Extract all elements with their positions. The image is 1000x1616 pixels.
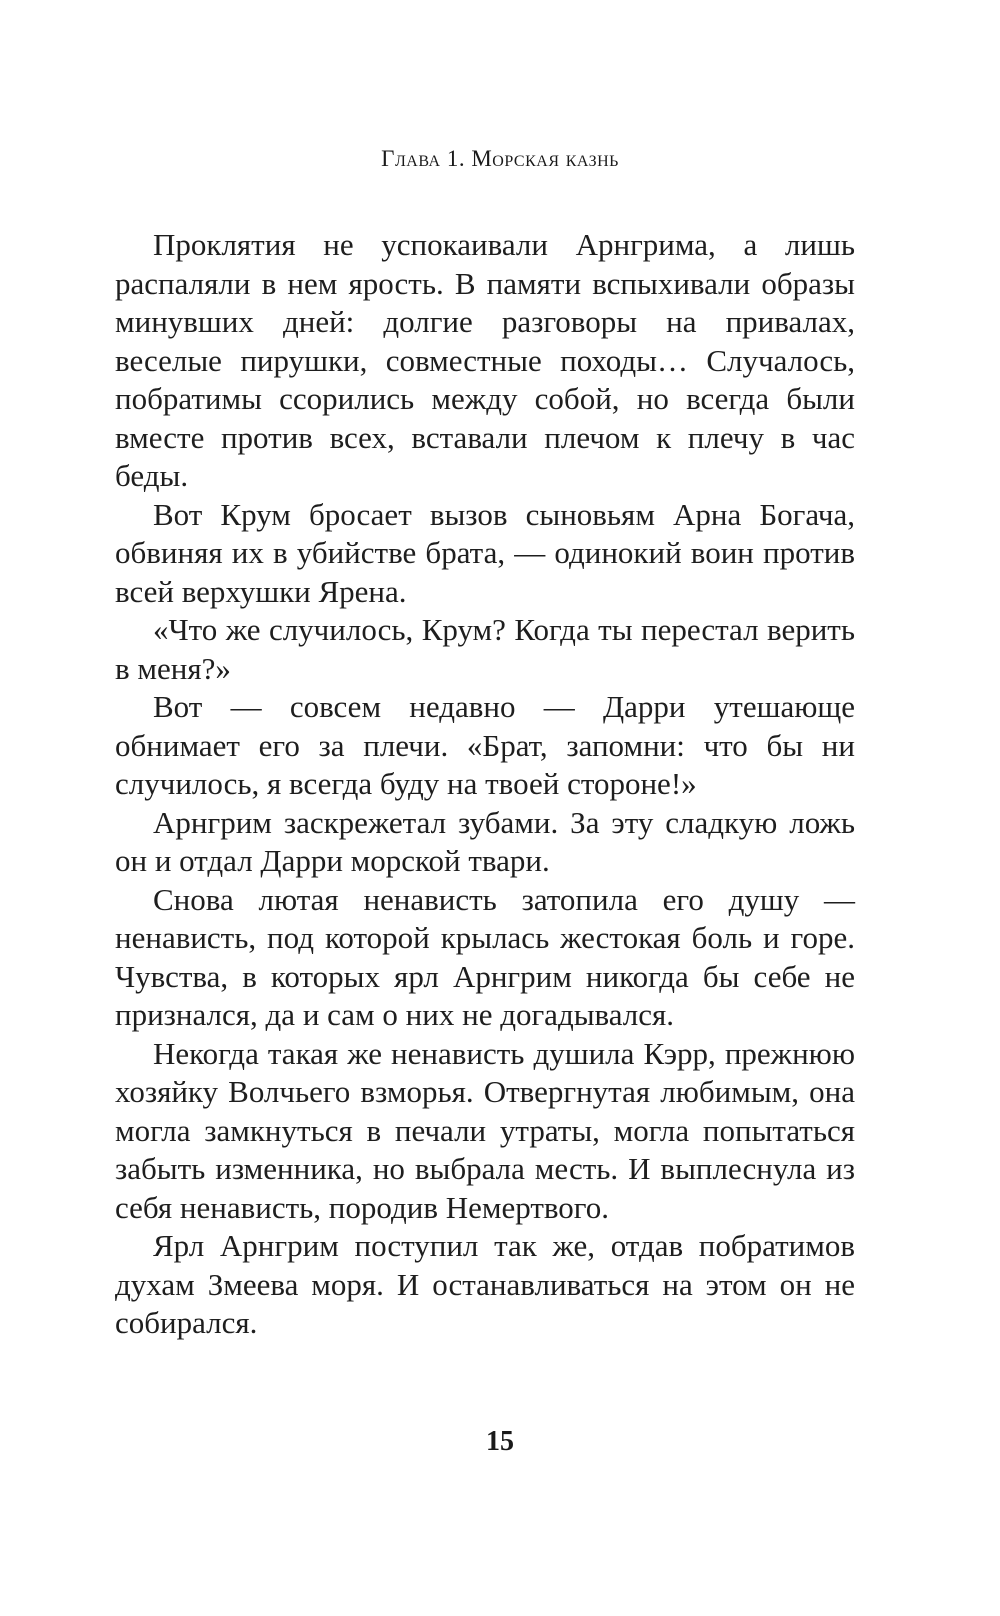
page-number: 15: [486, 1426, 514, 1457]
paragraph: Снова лютая ненависть затопила его душу — ненависть, под которой крылась жестокая боль и горе. Чувства, в которых ярл Арнгрим никогда бы себе не признался, да и сам о них не догадывался.: [115, 881, 855, 1032]
chapter-title: Глава 1. Морская казнь: [381, 146, 619, 171]
paragraph: Арнгрим заскрежетал зубами. За эту сладкую ложь он и отдал Дарри морской твари.: [115, 804, 855, 878]
paragraph: «Что же случилось, Крум? Когда ты перестал верить в меня?»: [115, 612, 855, 686]
chapter-header: [0, 146, 1000, 172]
chapter-body: [115, 226, 855, 1343]
paragraph: Некогда такая же ненависть душила Кэрр, прежнюю хозяйку Волчьего взморья. Отвергнутая любимым, она могла замкнуться в печали утраты, могла попытаться забыть изменника, но выбрала месть. И выплеснула из себя ненависть, породив Немертвого.: [115, 1035, 855, 1225]
paragraph: Ярл Арнгрим поступил так же, отдав побратимов духам Змеева моря. И останавливаться на этом он не собирался.: [115, 1228, 855, 1340]
paragraph: Вот — совсем недавно — Дарри утешающе обнимает его за плечи. «Брат, запомни: что бы ни случилось, я всегда буду на твоей стороне!»: [115, 689, 855, 801]
paragraph: Проклятия не успокаивали Арнгрима, а лишь распаляли в нем ярость. В памяти вспыхивали образы минувших дней: долгие разговоры на привалах, веселые пирушки, совместные походы… Случалось, побратимы ссорились между собой, но всегда были вместе против всех, вставали плечом к плечу в час беды.: [115, 227, 855, 493]
paragraph: Вот Крум бросает вызов сыновьям Арна Богача, обвиняя их в убийстве брата, — одинокий воин против всей верхушки Ярена.: [115, 496, 855, 609]
